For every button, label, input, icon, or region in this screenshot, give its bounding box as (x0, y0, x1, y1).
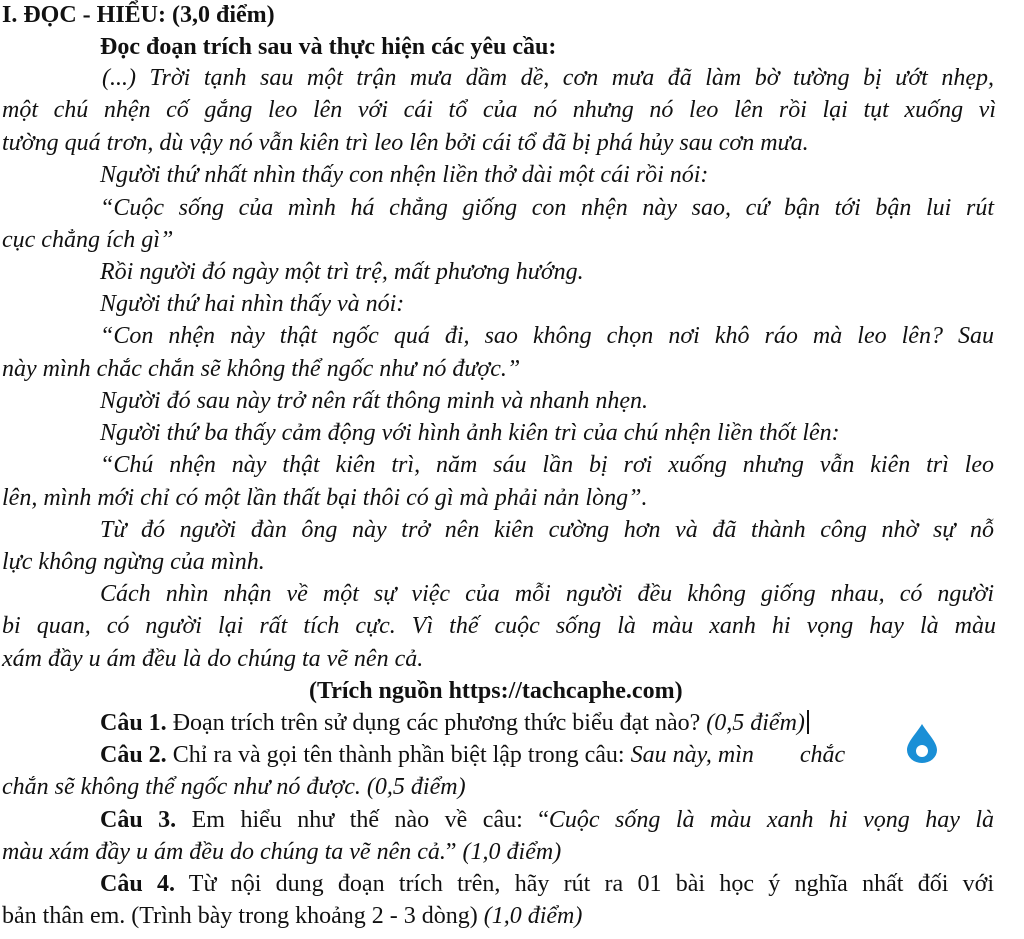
question-2-label: Câu 2. (100, 742, 167, 768)
question-2-quote: Sau này, mìn (630, 742, 754, 768)
question-4-line2: bản thân em. (Trình bày trong khoảng 2 - 3 dòng) (2, 903, 484, 929)
question-2-quote-end: chắc (799, 742, 846, 768)
question-3-text: Em hiểu như thế nào về câu: “ (176, 807, 549, 833)
question-1 (100, 707, 809, 740)
text-cursor (807, 710, 809, 734)
question-4-text: Từ nội dung đoạn trích trên, hãy rút ra 01 bài học ý nghĩa nhất đối với (174, 871, 994, 897)
question-3 (100, 804, 994, 837)
question-4-points: (1,0 điểm) (483, 903, 583, 929)
question-2-continued (2, 771, 466, 804)
passage-line: Người thứ nhất nhìn thấy con nhện liền thở dài một cái rồi nói: (100, 162, 709, 188)
section-heading: I. ĐỌC - HIỂU: (3,0 điểm) (2, 2, 275, 28)
passage-line: Người đó sau này trở nên rất thông minh và nhanh nhẹn. (100, 388, 649, 414)
passage-line: Từ đó người đàn ông này trở nên kiên cường hơn và đã thành công nhờ sự nỗ (100, 517, 994, 543)
passage-line: “Chú nhện này thật kiên trì, năm sáu lần bị rơi xuống nhưng vẫn kiên trì leo (100, 452, 994, 478)
passage-line: (...) Trời tạnh sau một trận mưa dầm dề, cơn mưa đã làm bờ tường bị ướt nhẹp, (102, 65, 994, 91)
question-4-label: Câu 4. (100, 871, 175, 897)
question-2-text: Chỉ ra và gọi tên thành phần biệt lập trong câu: (166, 742, 631, 768)
selection-handle-icon[interactable] (902, 722, 942, 764)
passage-line: một chú nhện cố gắng leo lên với cái tổ của nó nhưng nó leo lên rồi lại tụt xuống vì (2, 97, 996, 123)
passage-line: Cách nhìn nhận về một sự việc của mỗi người đều không giống nhau, có người (100, 581, 994, 607)
passage-line: Người thứ hai nhìn thấy và nói: (100, 291, 405, 317)
question-3-points: (1,0 điểm) (462, 839, 562, 865)
passage-line: xám đầy u ám đều là do chúng ta vẽ nên cả. (2, 646, 424, 672)
question-3-quote-line2: màu xám đầy u ám đều do chúng ta vẽ nên cả. (2, 839, 446, 865)
question-3-label: Câu 3. (100, 807, 177, 833)
passage-line: “Con nhện này thật ngốc quá đi, sao không chọn nơi khô ráo mà leo lên? Sau (100, 323, 994, 349)
question-1-text: Đoạn trích trên sử dụng các phương thức biểu đạt nào? (166, 710, 707, 736)
question-4-continued (2, 900, 582, 933)
question-1-points: (0,5 điểm) (706, 710, 805, 736)
question-4 (100, 868, 994, 901)
passage-line: này mình chắc chắn sẽ không thể ngốc như nó được.” (2, 356, 521, 382)
question-2-quote-line2: chắn sẽ không thể ngốc như nó được. (2, 774, 361, 800)
question-3-close: ” (445, 839, 463, 865)
passage-line: lực không ngừng của mình. (2, 549, 265, 575)
question-3-quote: Cuộc sống là màu xanh hi vọng hay là (548, 807, 995, 833)
passage-line: lên, mình mới chỉ có một lần thất bại thôi có gì mà phải nản lòng”. (2, 485, 648, 511)
passage-line: cục chẳng ích gì” (2, 227, 174, 253)
passage-line: bi quan, có người lại rất tích cực. Vì thế cuộc sống là màu xanh hi vọng hay là màu (2, 613, 996, 639)
question-2-points: (0,5 điểm) (360, 774, 466, 800)
question-2 (100, 739, 845, 772)
question-3-continued (2, 836, 561, 869)
passage-line: Người thứ ba thấy cảm động với hình ảnh kiên trì của chú nhện liền thốt lên: (100, 420, 840, 446)
passage-line: “Cuộc sống của mình há chẳng giống con nhện này sao, cứ bận tới bận lui rút (100, 195, 994, 221)
instruction: Đọc đoạn trích sau và thực hiện các yêu cầu: (100, 34, 557, 60)
passage-line: Rồi người đó ngày một trì trệ, mất phương hướng. (100, 259, 584, 285)
question-1-label: Câu 1. (100, 710, 167, 736)
passage-line: tường quá trơn, dù vậy nó vẫn kiên trì leo lên bởi cái tổ đã bị phá hủy sau cơn mưa. (2, 130, 809, 156)
source-citation: (Trích nguồn https://tachcaphe.com) (309, 678, 683, 704)
